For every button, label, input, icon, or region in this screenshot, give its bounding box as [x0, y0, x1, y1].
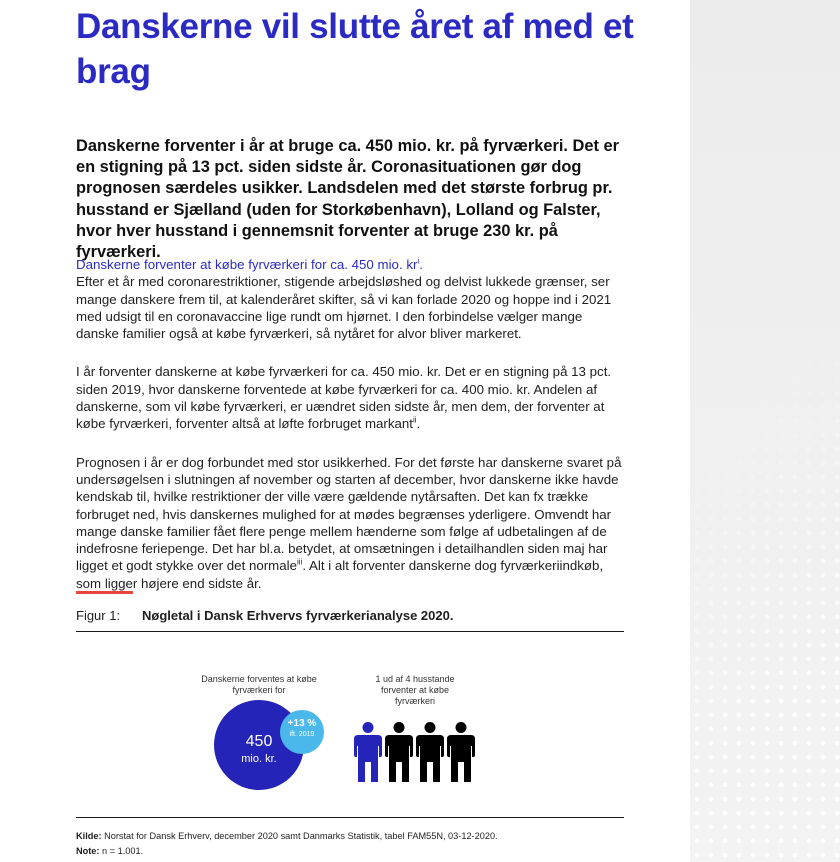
accent-rule — [76, 591, 133, 594]
people-icon-group — [354, 722, 482, 782]
spend-value: 450 — [245, 733, 273, 750]
footnote-ref-iii[interactable]: iii — [297, 558, 303, 568]
person-icon — [416, 722, 444, 782]
note-line — [76, 844, 636, 859]
note-text: n = 1.001. — [99, 846, 144, 856]
spend-unit: mio. kr. — [241, 753, 277, 765]
person-icon-highlighted — [354, 722, 382, 782]
decorative-sidebar — [690, 0, 840, 862]
source-line — [76, 829, 636, 844]
spend-label: Danskerne forventes at købe fyrværkeri for — [201, 674, 317, 695]
figure-bottom-rule — [76, 817, 624, 818]
figure-top-rule — [76, 631, 624, 632]
paragraph-1 — [76, 256, 624, 342]
source-label: Kilde: — [76, 831, 102, 841]
paragraph-1-text: Efter et år med coronarestriktioner, stigende arbejdsløshed og delvist lukkede grænser, ser mange danskere frem til, at kalenderåret skifter, så vi kan forlade 2020 og hoppe ind i 2021 med udsigt til en coronavaccine lige rundt om hjørnet. I den forbindelse vælger mange danske familier også at købe fyrværkeri, så nytåret for alvor bliver markeret. — [76, 274, 612, 342]
paragraph-2: I år forventer danskerne at købe fyrværkeri for ca. 450 mio. kr. Det er en stigning på 13 pct. siden 2019, hvor danskerne forventede at købe fyrværkeri for ca. 400 mio. kr. Andelen af danskerne, som vil købe fyrværkeri, er uændret siden sidste år, men dem, der forventer at købe fyrværkeri, forventer altså at løfte forbruget markant$^{ii}$. — [76, 364, 612, 432]
person-icon — [385, 722, 413, 782]
page-title: Danskerne vil slutte året af med et brag — [76, 7, 634, 91]
source-text: Norstat for Dansk Erhverv, december 2020 samt Danmarks Statistik, tabel FAM55N, 03-12-2020. — [101, 831, 498, 841]
households-label: 1 ud af 4 husstande forventer at købe fyrværkeri — [375, 674, 455, 706]
paragraph-3: Prognosen i år er dog forbundet med stor usikkerhed. For det første har danskerne svaret på undersøgelsen i slutningen af november og starten af december, hvor danskerne ikke havde kendskab til, hvilke restriktioner der ville være gældende nytårsaften. Det kan fx trække forbruget ned, hvis danskernes mulighed for at mødes begrænses yderligere. Omvendt har mange danske familier fået flere penge mellem hænderne som følge af udbetalingen af de indefrosne feriepenge. Det har bl.a. betydet, at omsætningen i detailhandlen siden maj har ligget et godt stykke over det normale$^{iii}$. Alt i alt forventer danskerne dog fyrværkeriindkøb, som ligger højere end sidste år. — [76, 454, 622, 591]
note-label: Note: — [76, 846, 100, 856]
figure-title: Nøgletal i Dansk Erhvervs fyrværkerianalyse 2020. — [142, 608, 454, 623]
figure-caption — [76, 607, 624, 624]
section-subheading: Danskerne forventer at købe fyrværkeri for ca. 450 mio. $kr^i$. — [76, 256, 423, 272]
article-body — [76, 256, 624, 613]
person-icon — [447, 722, 475, 782]
growth-note: ift. 2019 — [289, 731, 315, 738]
figure-label: Figur 1: — [76, 608, 121, 623]
footnote-ref-i[interactable]: i — [417, 256, 420, 266]
dot-pattern-decoration — [690, 330, 840, 862]
growth-value: +13 % — [287, 718, 317, 729]
growth-circle — [280, 710, 324, 754]
figure-source — [76, 829, 636, 859]
lead-paragraph: Danskerne forventer i år at bruge ca. 450 mio. kr. på fyrværkeri. Det er en stigning på 13 pct. siden sidste år. Coronasituationen gør dog prognosen særdeles usikker. Landsdelen med det største forbrug pr. husstand er Sjælland (uden for Storkøbenhavn), Lolland og Falster, hvor hver husstand i gennemsnit forventer at bruge 230 kr. på fyrværkeri. — [76, 137, 619, 262]
footnote-ref-ii[interactable]: ii — [412, 415, 417, 425]
